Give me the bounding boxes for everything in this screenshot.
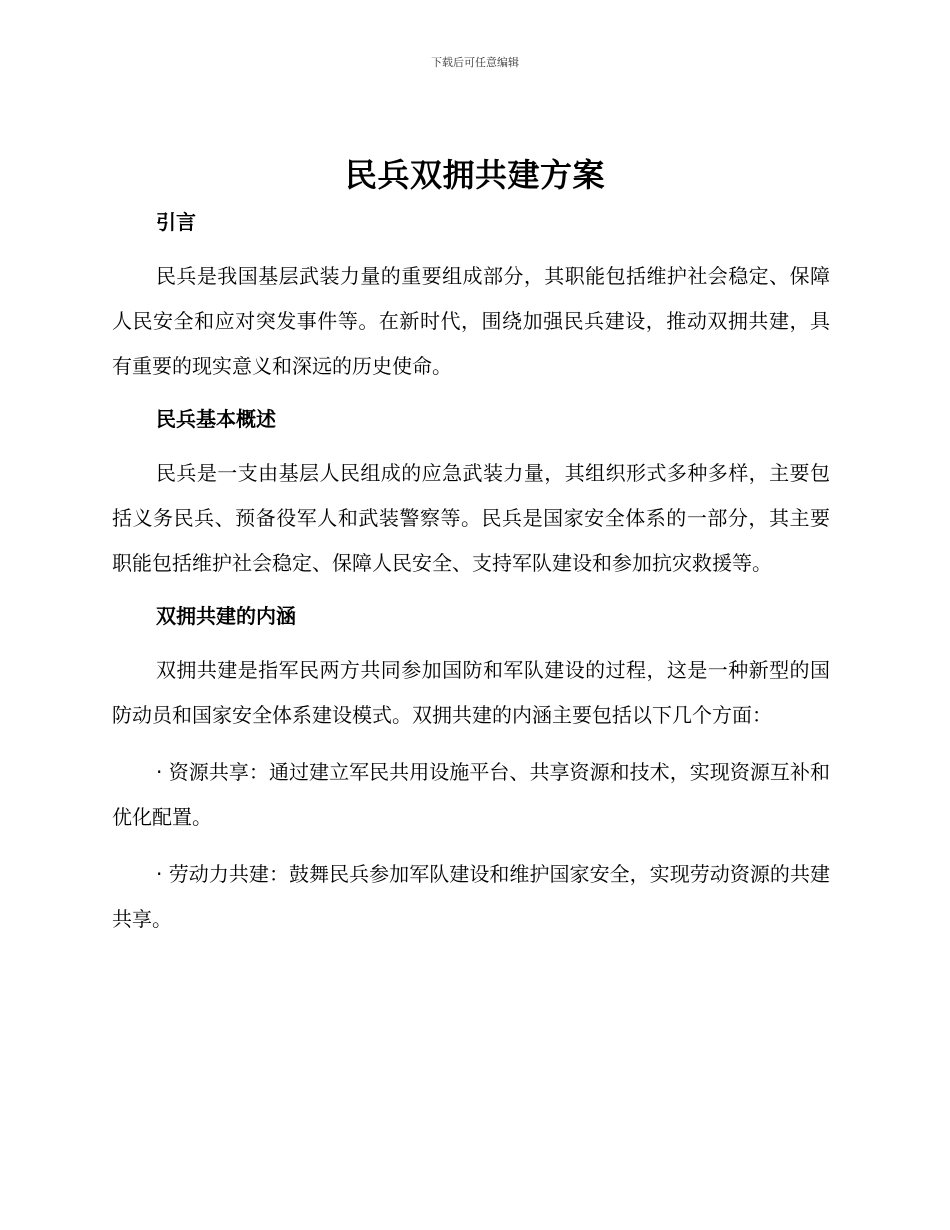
section-heading-connotation: 双拥共建的内涵 (156, 604, 296, 628)
document-body (112, 204, 830, 942)
section-heading-militia-overview: 民兵基本概述 (156, 407, 276, 431)
document-title: 民兵双拥共建方案 (344, 156, 605, 194)
bullet-item-labor-co-building: · 劳动力共建：鼓舞民兵参加军队建设和维护国家安全，实现劳动资源的共建共享。 (112, 862, 830, 931)
paragraph: 双拥共建是指军民两方共同参加国防和军队建设的过程，这是一种新型的国防动员和国家安全体系建设模式。双拥共建的内涵主要包括以下几个方面： (112, 658, 830, 727)
section-heading-introduction: 引言 (156, 210, 196, 234)
bullet-item-resource-sharing: · 资源共享：通过建立军民共用设施平台、共享资源和技术，实现资源互补和优化配置。 (112, 760, 830, 829)
paragraph: 民兵是一支由基层人民组成的应急武装力量，其组织形式多种多样，主要包括义务民兵、预备役军人和武装警察等。民兵是国家安全体系的一部分，其主要职能包括维护社会稳定、保障人民安全、支持军队建设和参加抗灾救援等。 (112, 461, 830, 575)
paragraph: 民兵是我国基层武装力量的重要组成部分，其职能包括维护社会稳定、保障人民安全和应对突发事件等。在新时代，围绕加强民兵建设，推动双拥共建，具有重要的现实意义和深远的历史使命。 (112, 264, 830, 378)
header-note: 下载后可任意编辑 (431, 56, 519, 69)
